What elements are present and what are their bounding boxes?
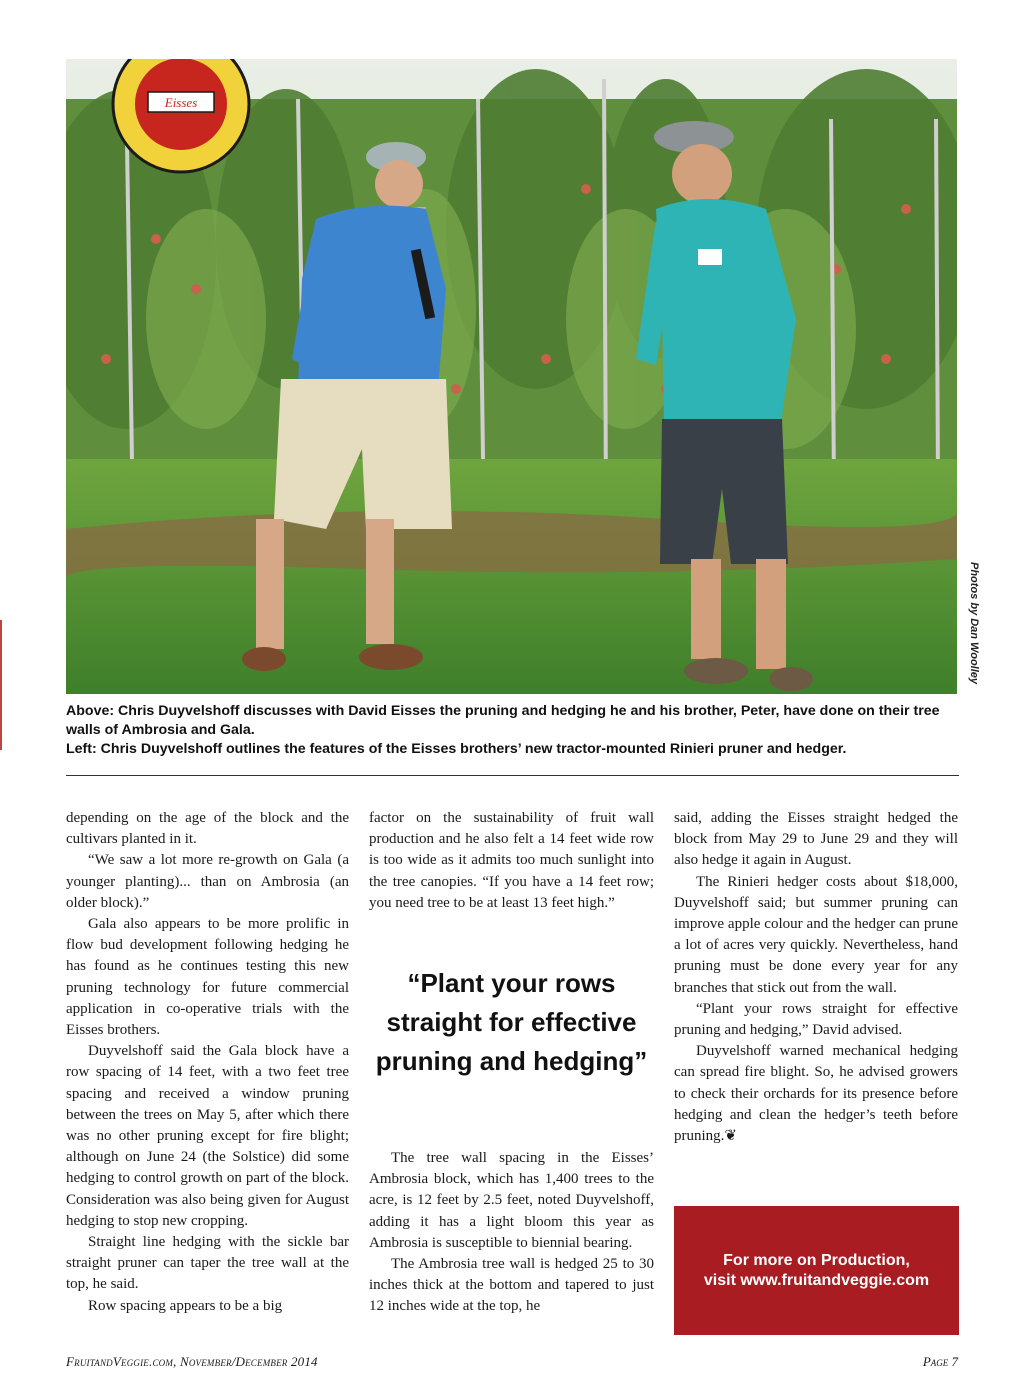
caption-left: Left: Chris Duyvelshoff outlines the features of the Eisses brothers’ new tractor-mounted Rinieri pruner and hedger.: [66, 741, 847, 757]
paragraph: Gala also appears to be more prolific in flow bud development following hedging he has found as he continues testing this new pruning technology for future commercial application in co-operative trials with the Eisses brothers.: [66, 916, 349, 1039]
pull-quote: “Plant your rows straight for effective pruning and hedging”: [375, 968, 648, 1076]
orchard-photo-illustration: [66, 59, 957, 694]
paragraph: Duyvelshoff warned mechanical hedging can spread fire blight. So, he advised growers to check their orchards for its presence before hedging and clean the hedger’s teeth before pruning.❦: [674, 1043, 958, 1145]
caption-above: Above: Chris Duyvelshoff discusses with David Eisses the pruning and hedging he and his brother, Peter, have done on their tree walls of Ambrosia and Gala.: [66, 703, 940, 738]
page-edge-mark: [0, 620, 2, 750]
article-column-3: [674, 808, 958, 1147]
logo-text: Eisses: [164, 95, 198, 110]
paragraph: factor on the sustainability of fruit wall production and he also felt a 14 feet wide row is too wide as it admits too much sunlight into the tree canopies. “If you have a 14 feet row; you need tree to be at least 13 feet high.”: [369, 810, 654, 911]
photo-caption: [66, 702, 960, 759]
paragraph: depending on the age of the block and the cultivars planted in it.: [66, 810, 349, 848]
article-column-2-continued: [369, 1148, 654, 1318]
footer-page-number: Page 7: [922, 1354, 958, 1369]
paragraph: “We saw a lot more re-growth on Gala (a younger planting)... than on Ambrosia (an older block).”: [66, 852, 349, 911]
article-column-2: [369, 808, 654, 914]
promo-line-1: For more on Production,: [723, 1251, 910, 1269]
paragraph: Duyvelshoff said the Gala block have a row spacing of 14 feet, with a two feet tree spacing and received a window pruning between the trees on May 5, after which there was no other pruning except for fire blight; although on June 24 (the Solstice) did some hedging to control growth on part of the block. Consideration was also being given for August hedging to stop new cropping.: [66, 1043, 349, 1229]
paragraph: The Rinieri hedger costs about $18,000, Duyvelshoff said; but summer pruning can improve apple colour and the hedger can prune a lot of acres very quickly. Nevertheless, hand pruning must be done every year for any branches that stick out from the wall.: [674, 873, 958, 996]
promo-box[interactable]: [674, 1206, 959, 1335]
promo-link[interactable]: visit www.fruitandveggie.com: [703, 1271, 930, 1289]
paragraph: The Ambrosia tree wall is hedged 25 to 30 inches thick at the bottom and tapered to just 12 inches wide at the top, he: [369, 1256, 654, 1315]
article-column-1: [66, 808, 349, 1317]
paragraph: Straight line hedging with the sickle bar straight pruner can taper the tree wall at the top, he said.: [66, 1234, 349, 1293]
orchard-photo: [66, 59, 957, 694]
paragraph: Row spacing appears to be a big: [88, 1297, 283, 1314]
photo-credit: Photos by Dan Woolley: [968, 562, 980, 685]
footer-publication: FruitandVeggie.com, November/December 2014: [66, 1354, 318, 1369]
paragraph: The tree wall spacing in the Eisses’ Ambrosia block, which has 1,400 trees to the acre, is 12 feet by 2.5 feet, noted Duyvelshoff, adding it has a light bloom this year as Ambrosia is susceptible to biennial bearing.: [369, 1150, 654, 1251]
caption-divider: [66, 775, 959, 776]
paragraph: “Plant your rows straight for effective pruning and hedging,” David advised.: [674, 1000, 958, 1039]
paragraph: said, adding the Eisses straight hedged the block from May 29 to June 29 and they will also hedge it again in August.: [674, 810, 958, 869]
